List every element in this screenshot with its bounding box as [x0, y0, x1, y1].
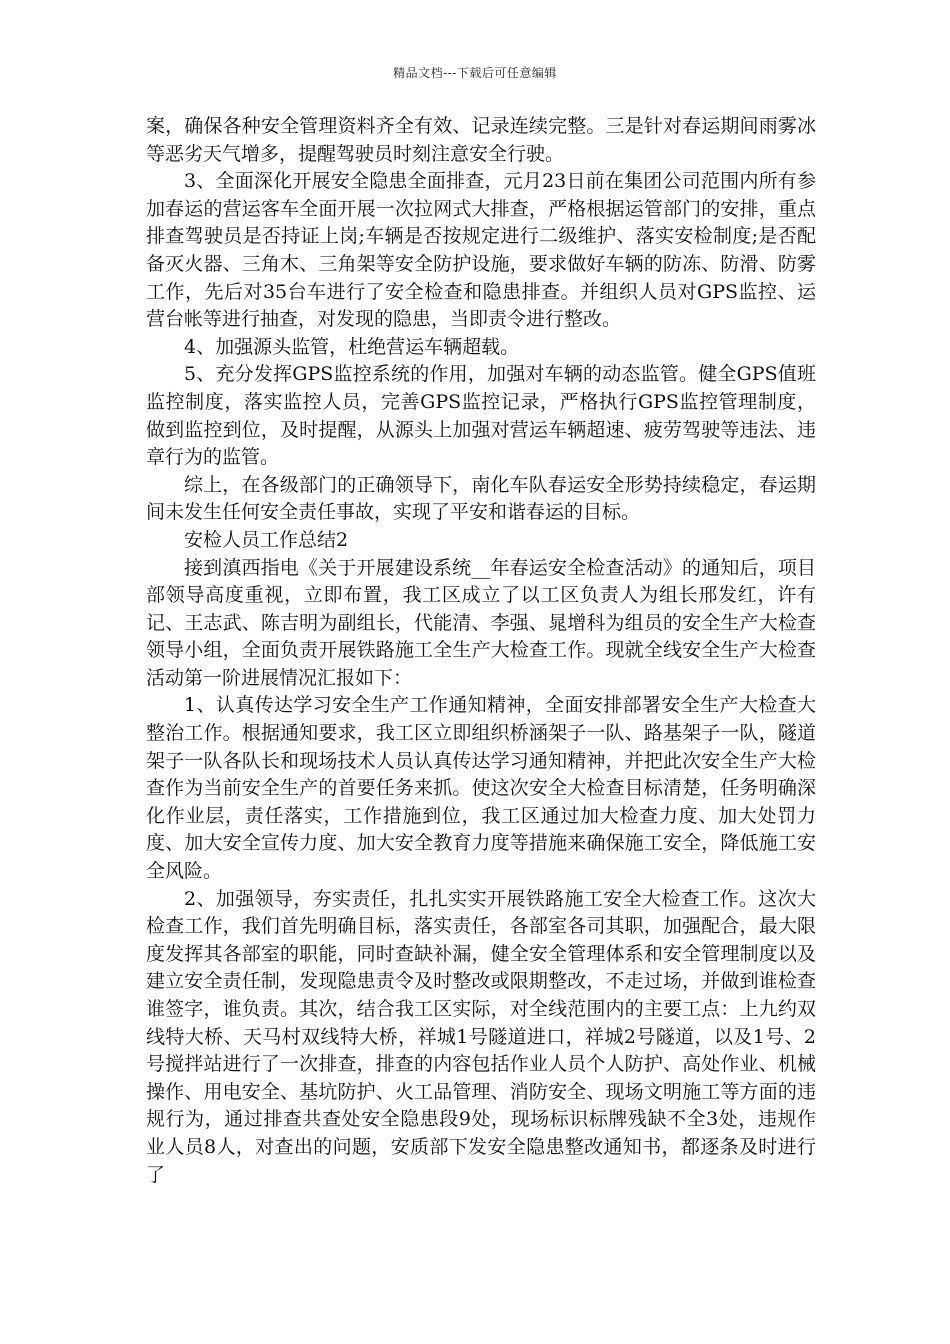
- page-header: 精品文档---下载后可任意编辑: [393, 66, 557, 80]
- paragraph-intro: 接到滇西指电《关于开展建设系统__年春运安全检查活动》的通知后，项目部领导高度重视，立即布置，我工区成立了以工区负责人为组长邢发红，许有记、王志武、陈吉明为副组长，代能清、李强、晁增科为组员的安全生产大检查领导小组，全面负责开展铁路施工全生产大检查工作。现就全线安全生产大检查活动第一阶进展情况汇报如下：: [146, 556, 816, 689]
- paragraph-summary: 综上，在各级部门的正确领导下，南化车队春运安全形势持续稳定，春运期间未发生任何安全责任事故，实现了平安和谐春运的目标。: [146, 473, 816, 524]
- paragraph-continuation: 案，确保各种安全管理资料齐全有效、记录连续完整。三是针对春运期间雨雾冰等恶劣天气增多，提醒驾驶员时刻注意安全行驶。: [146, 115, 816, 165]
- paragraph-item-5: 5、充分发挥GPS监控系统的作用，加强对车辆的动态监管。健全GPS值班监控制度，落实监控人员，完善GPS监控记录，严格执行GPS监控管理制度，做到监控到位，及时提醒，从源头上加强对营运车辆超速、疲劳驾驶等违法、违章行为的监管。: [146, 363, 816, 469]
- paragraph-point-1: 1、认真传达学习安全生产工作通知精神，全面安排部署安全生产大检查大整治工作。根据通知要求，我工区立即组织桥涵架子一队、路基架子一队，隧道架子一队各队长和现场技术人员认真传达学习通知精神，并把此次安全生产大检查作为当前安全生产的首要任务来抓。使这次安全大检查目标清楚，任务明确深化作业层，责任落实，工作措施到位，我工区通过加大检查力度、加大处罚力度、加大安全宣传力度、加大安全教育力度等措施来确保施工安全，降低施工安全风险。: [146, 694, 816, 883]
- paragraph-item-4: 4、加强源头监管，杜绝营运车辆超载。: [184, 335, 520, 358]
- paragraph-point-2: 2、加强领导，夯实责任，扎扎实实开展铁路施工安全大检查工作。这次大检查工作，我们首先明确目标，落实责任，各部室各司其职，加强配合，最大限度发挥其各部室的职能，同时查缺补漏，健全安全管理体系和安全管理制度以及建立安全责任制，发现隐患责令及时整改或限期整改，不走过场，并做到谁检查谁签字，谁负责。其次，结合我工区实际，对全线范围内的主要工点：上九约双线特大桥、天马村双线特大桥，祥城1号隧道进口，祥城2号隧道，以及1号、2号搅拌站进行了一次排查，排查的内容包括作业人员个人防护、高处作业、机械操作、用电安全、基坑防护、火工品管理、消防安全、现场文明施工等方面的违规行为，通过排查共查处安全隐患段9处，现场标识标牌残缺不全3处，违规作业人员8人，对查出的问题，安质部下发安全隐患整改通知书，都逐条及时进行了: [146, 887, 816, 1186]
- section-title: 安检人员工作总结2: [184, 528, 349, 551]
- document-body: [146, 113, 816, 1189]
- paragraph-item-3: 3、全面深化开展安全隐患全面排查，元月23日前在集团公司范围内所有参加春运的营运客车全面开展一次拉网式大排查，严格根据运管部门的安排，重点排查驾驶员是否持证上岗;车辆是否按规定进行二级维护、落实安检制度;是否配备灭火器、三角木、三角架等安全防护设施，要求做好车辆的防冻、防滑、防雾工作，先后对35台车进行了安全检查和隐患排查。并组织人员对GPS监控、运营台帐等进行抽查，对发现的隐患，当即责令进行整改。: [146, 170, 816, 331]
